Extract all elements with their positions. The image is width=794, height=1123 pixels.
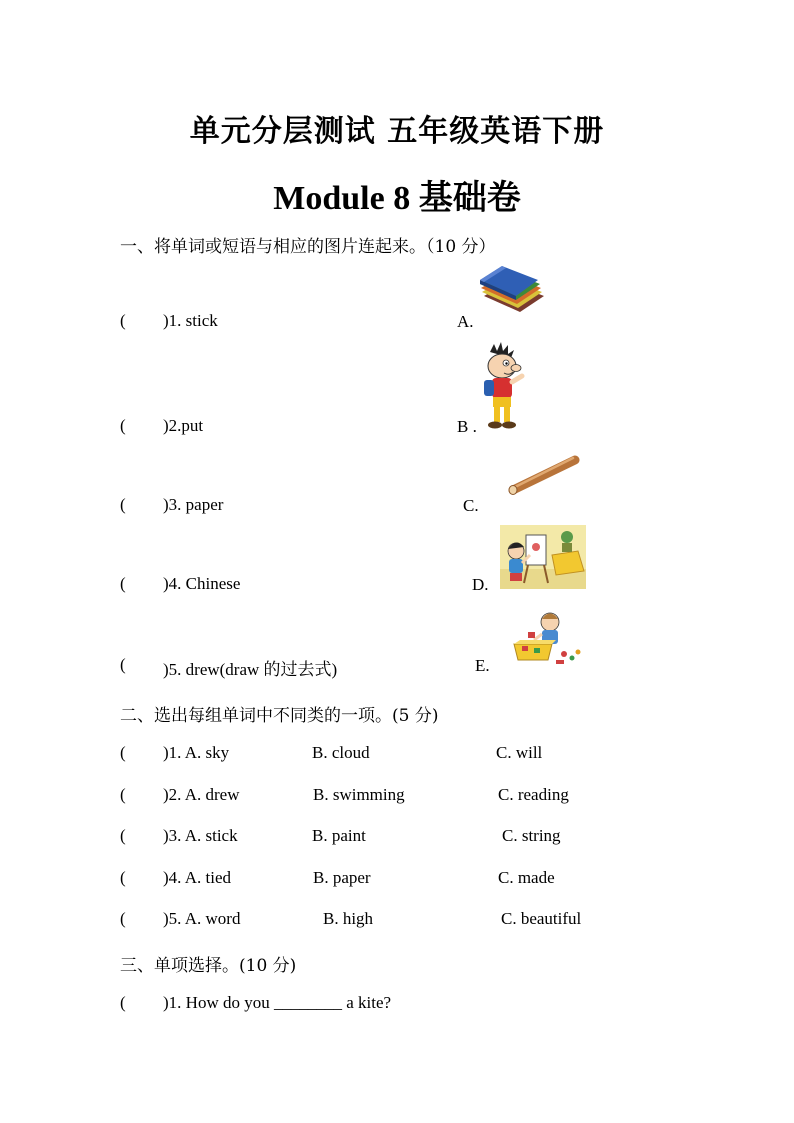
choice-c: C. will — [496, 743, 543, 762]
page-title: 单元分层测试 五年级英语下册 — [189, 114, 605, 149]
option-e-label: E. — [475, 656, 490, 675]
section2-heading: 二、选出每组单词中不同类的一项。(5 分) — [120, 706, 439, 726]
choice-a: )5. A. word — [163, 909, 241, 928]
question-text: )1. How do you — [163, 993, 270, 1012]
answer-blank: ________ — [273, 993, 342, 1012]
choice-c: C. reading — [498, 785, 569, 804]
choice-a: )1. A. sky — [163, 743, 230, 762]
choice-a: )4. A. tied — [163, 868, 231, 887]
match-item-1: )1. stick — [163, 311, 218, 330]
section3-heading: 三、单项选择。(10 分) — [120, 956, 297, 976]
choice-b: B. swimming — [313, 785, 405, 804]
choice-c: C. made — [498, 868, 555, 887]
choice-c: C. string — [502, 826, 561, 845]
option-c-label: C. — [463, 496, 479, 515]
choice-a: )3. A. stick — [163, 826, 238, 845]
answer-paren: ( — [120, 495, 126, 514]
choice-a: )2. A. drew — [163, 785, 240, 804]
page-subtitle: Module 8 基础卷 — [273, 180, 521, 217]
answer-paren: ( — [120, 993, 126, 1012]
question-text-end: a kite? — [346, 993, 392, 1012]
match-item-4: )4. Chinese — [163, 574, 241, 593]
choice-b: B. high — [323, 909, 374, 928]
answer-paren: ( — [120, 311, 126, 330]
answer-paren: ( — [120, 655, 126, 674]
match-item-2: )2.put — [163, 416, 204, 435]
child-drawing-picture — [500, 525, 586, 589]
child-putting-toys-picture — [512, 610, 584, 668]
option-d-label: D. — [472, 575, 489, 594]
choice-b: B. paint — [312, 826, 366, 845]
option-b-label: B . — [457, 417, 477, 436]
choice-b: B. cloud — [312, 743, 370, 762]
answer-paren: ( — [120, 785, 126, 804]
answer-paren: ( — [120, 416, 126, 435]
option-a-label: A. — [457, 312, 474, 331]
choice-c: C. beautiful — [501, 909, 582, 928]
answer-paren: ( — [120, 743, 126, 762]
answer-paren: ( — [120, 909, 126, 928]
question-1 — [163, 993, 391, 1013]
stack-of-paper-picture — [478, 262, 546, 326]
wooden-stick-picture — [505, 452, 581, 498]
answer-paren: ( — [120, 574, 126, 593]
choice-b: B. paper — [313, 868, 371, 887]
section1-heading: 一、将单词或短语与相应的图片连起来。（10 分） — [120, 237, 496, 257]
answer-paren: ( — [120, 826, 126, 845]
cartoon-boy-picture — [478, 342, 528, 432]
answer-paren: ( — [120, 868, 126, 887]
match-item-5: )5. drew(draw 的过去式) — [163, 660, 338, 679]
match-item-3: )3. paper — [163, 495, 224, 514]
